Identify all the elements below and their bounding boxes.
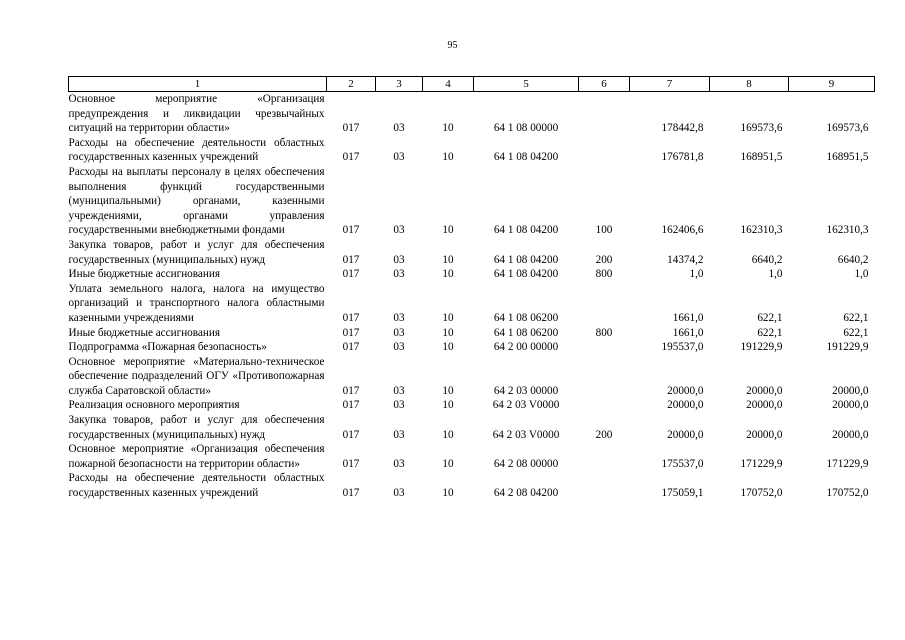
admin-code: 017 bbox=[342, 457, 360, 470]
target-article-code: 64 2 03 V0000 bbox=[492, 428, 560, 441]
amount-year-3: 20000,0 bbox=[832, 384, 869, 397]
amount-year-1: 20000,0 bbox=[667, 428, 704, 441]
target-article-code: 64 2 08 04200 bbox=[493, 487, 559, 500]
section-code: 03 bbox=[393, 326, 405, 339]
amount-year-3: 20000,0 bbox=[832, 399, 869, 412]
admin-code: 017 bbox=[342, 399, 360, 412]
admin-code: 017 bbox=[342, 341, 360, 354]
table-row bbox=[69, 340, 875, 355]
subsection-code: 10 bbox=[442, 487, 454, 500]
table-row bbox=[69, 355, 875, 399]
amount-year-1: 1661,0 bbox=[672, 326, 704, 339]
amount-year-3: 168951,5 bbox=[826, 151, 869, 164]
amount-year-3: 170752,0 bbox=[826, 487, 869, 500]
subsection-code: 10 bbox=[442, 253, 454, 266]
amount-year-3: 20000,0 bbox=[832, 428, 869, 441]
table-row bbox=[69, 413, 875, 442]
row-name: Иные бюджетные ассигнования bbox=[68, 268, 220, 281]
amount-year-3: 171229,9 bbox=[826, 457, 869, 470]
expense-type-code bbox=[579, 471, 630, 500]
amount-year-1: 1661,0 bbox=[672, 311, 704, 324]
amount-year-2: 20000,0 bbox=[746, 428, 783, 441]
column-header: 8 bbox=[710, 77, 789, 92]
amount-year-2: 191229,9 bbox=[740, 341, 783, 354]
amount-year-1: 175537,0 bbox=[661, 457, 704, 470]
expense-type-code: 800 bbox=[595, 326, 613, 339]
row-name: Расходы на выплаты персоналу в целях обеспечения выполнения функций государственными (муниципальными) органами, казенными учреждениями, органами управления государственными внебюджетными фондами bbox=[68, 165, 325, 237]
amount-year-2: 171229,9 bbox=[740, 457, 783, 470]
expense-type-code: 800 bbox=[595, 268, 613, 281]
row-name: Закупка товаров, работ и услуг для обеспечения государственных (муниципальных) нужд bbox=[68, 414, 325, 441]
table-row bbox=[69, 442, 875, 471]
amount-year-3: 169573,6 bbox=[826, 122, 869, 135]
section-code: 03 bbox=[393, 487, 405, 500]
target-article-code: 64 1 08 06200 bbox=[493, 311, 559, 324]
amount-year-1: 175059,1 bbox=[661, 487, 704, 500]
expense-type-code bbox=[579, 355, 630, 399]
table-row bbox=[69, 136, 875, 165]
table-row bbox=[69, 471, 875, 500]
amount-year-1: 178442,8 bbox=[661, 122, 704, 135]
section-code: 03 bbox=[393, 224, 405, 237]
amount-year-1: 176781,8 bbox=[661, 151, 704, 164]
expense-type-code bbox=[579, 398, 630, 413]
target-article-code: 64 2 08 00000 bbox=[493, 457, 559, 470]
section-code: 03 bbox=[393, 428, 405, 441]
subsection-code: 10 bbox=[442, 457, 454, 470]
amount-year-3: 6640,2 bbox=[837, 253, 869, 266]
row-name: Основное мероприятие «Организация предупреждения и ликвидации чрезвычайных ситуаций на территории области» bbox=[68, 93, 325, 135]
column-header: 2 bbox=[327, 77, 376, 92]
page-number: 95 bbox=[447, 40, 458, 51]
amount-year-2: 169573,6 bbox=[740, 122, 783, 135]
amount-year-2: 622,1 bbox=[757, 311, 783, 324]
row-name: Основное мероприятие «Организация обеспечения пожарной безопасности на территории области» bbox=[68, 443, 325, 470]
subsection-code: 10 bbox=[442, 224, 454, 237]
table-row bbox=[69, 92, 875, 136]
expense-type-code bbox=[579, 442, 630, 471]
row-name: Подпрограмма «Пожарная безопасность» bbox=[68, 341, 267, 354]
amount-year-2: 1,0 bbox=[768, 268, 783, 281]
expense-type-code: 100 bbox=[595, 224, 613, 237]
amount-year-2: 170752,0 bbox=[740, 487, 783, 500]
subsection-code: 10 bbox=[442, 341, 454, 354]
admin-code: 017 bbox=[342, 122, 360, 135]
subsection-code: 10 bbox=[442, 384, 454, 397]
section-code: 03 bbox=[393, 341, 405, 354]
subsection-code: 10 bbox=[442, 268, 454, 281]
amount-year-2: 20000,0 bbox=[746, 384, 783, 397]
subsection-code: 10 bbox=[442, 399, 454, 412]
expense-type-code: 200 bbox=[595, 428, 613, 441]
table-body bbox=[69, 92, 875, 501]
admin-code: 017 bbox=[342, 326, 360, 339]
column-header: 7 bbox=[630, 77, 710, 92]
column-header: 5 bbox=[474, 77, 579, 92]
amount-year-1: 14374,2 bbox=[667, 253, 704, 266]
amount-year-2: 6640,2 bbox=[751, 253, 783, 266]
section-code: 03 bbox=[393, 399, 405, 412]
row-name: Иные бюджетные ассигнования bbox=[68, 326, 220, 339]
subsection-code: 10 bbox=[442, 326, 454, 339]
section-code: 03 bbox=[393, 268, 405, 281]
amount-year-1: 20000,0 bbox=[667, 399, 704, 412]
row-name: Основное мероприятие «Материально-техническое обеспечение подразделений ОГУ «Противопожарная служба Саратовской области» bbox=[68, 355, 325, 397]
target-article-code: 64 1 08 00000 bbox=[493, 122, 559, 135]
target-article-code: 64 2 00 00000 bbox=[493, 341, 559, 354]
subsection-code: 10 bbox=[442, 311, 454, 324]
amount-year-2: 168951,5 bbox=[740, 151, 783, 164]
table-header-row bbox=[69, 77, 875, 92]
expense-type-code bbox=[579, 282, 630, 326]
subsection-code: 10 bbox=[442, 122, 454, 135]
section-code: 03 bbox=[393, 311, 405, 324]
amount-year-1: 1,0 bbox=[689, 268, 704, 281]
row-name: Расходы на обеспечение деятельности областных государственных казенных учреждений bbox=[68, 136, 325, 164]
column-header: 6 bbox=[579, 77, 630, 92]
table-row bbox=[69, 398, 875, 413]
section-code: 03 bbox=[393, 151, 405, 164]
admin-code: 017 bbox=[342, 384, 360, 397]
target-article-code: 64 1 08 04200 bbox=[493, 268, 559, 281]
target-article-code: 64 1 08 04200 bbox=[493, 224, 559, 237]
column-header: 4 bbox=[423, 77, 474, 92]
amount-year-3: 191229,9 bbox=[826, 341, 869, 354]
target-article-code: 64 2 03 00000 bbox=[493, 384, 559, 397]
expense-type-code bbox=[579, 340, 630, 355]
row-name: Закупка товаров, работ и услуг для обеспечения государственных (муниципальных) нужд bbox=[68, 238, 325, 266]
admin-code: 017 bbox=[342, 487, 360, 500]
admin-code: 017 bbox=[342, 311, 360, 324]
amount-year-3: 622,1 bbox=[843, 326, 869, 339]
table-row bbox=[69, 267, 875, 282]
amount-year-3: 162310,3 bbox=[826, 224, 869, 237]
column-header: 1 bbox=[69, 77, 327, 92]
admin-code: 017 bbox=[342, 428, 360, 441]
expense-type-code bbox=[579, 136, 630, 165]
expense-type-code: 200 bbox=[595, 253, 613, 266]
admin-code: 017 bbox=[342, 253, 360, 266]
section-code: 03 bbox=[393, 253, 405, 266]
target-article-code: 64 1 08 04200 bbox=[493, 253, 559, 266]
budget-table bbox=[68, 76, 875, 501]
target-article-code: 64 1 08 06200 bbox=[493, 326, 559, 339]
amount-year-1: 195537,0 bbox=[661, 341, 704, 354]
target-article-code: 64 1 08 04200 bbox=[493, 151, 559, 164]
admin-code: 017 bbox=[342, 224, 360, 237]
amount-year-1: 162406,6 bbox=[661, 224, 704, 237]
table-row bbox=[69, 165, 875, 238]
row-name: Расходы на обеспечение деятельности областных государственных казенных учреждений bbox=[68, 472, 325, 500]
section-code: 03 bbox=[393, 122, 405, 135]
amount-year-1: 20000,0 bbox=[667, 384, 704, 397]
table-row bbox=[69, 326, 875, 341]
expense-type-code bbox=[579, 92, 630, 136]
subsection-code: 10 bbox=[442, 151, 454, 164]
amount-year-3: 622,1 bbox=[843, 311, 869, 324]
admin-code: 017 bbox=[342, 268, 360, 281]
amount-year-2: 20000,0 bbox=[746, 399, 783, 412]
admin-code: 017 bbox=[342, 151, 360, 164]
amount-year-2: 162310,3 bbox=[740, 224, 783, 237]
row-name: Реализация основного мероприятия bbox=[68, 399, 240, 412]
section-code: 03 bbox=[393, 457, 405, 470]
column-header: 9 bbox=[789, 77, 875, 92]
table-row bbox=[69, 282, 875, 326]
column-header: 3 bbox=[376, 77, 423, 92]
amount-year-3: 1,0 bbox=[854, 268, 869, 281]
table-row bbox=[69, 238, 875, 267]
amount-year-2: 622,1 bbox=[757, 326, 783, 339]
target-article-code: 64 2 03 V0000 bbox=[492, 399, 560, 412]
row-name: Уплата земельного налога, налога на имущество организаций и транспортного налога областными казенными учреждениями bbox=[68, 282, 325, 324]
subsection-code: 10 bbox=[442, 428, 454, 441]
section-code: 03 bbox=[393, 384, 405, 397]
